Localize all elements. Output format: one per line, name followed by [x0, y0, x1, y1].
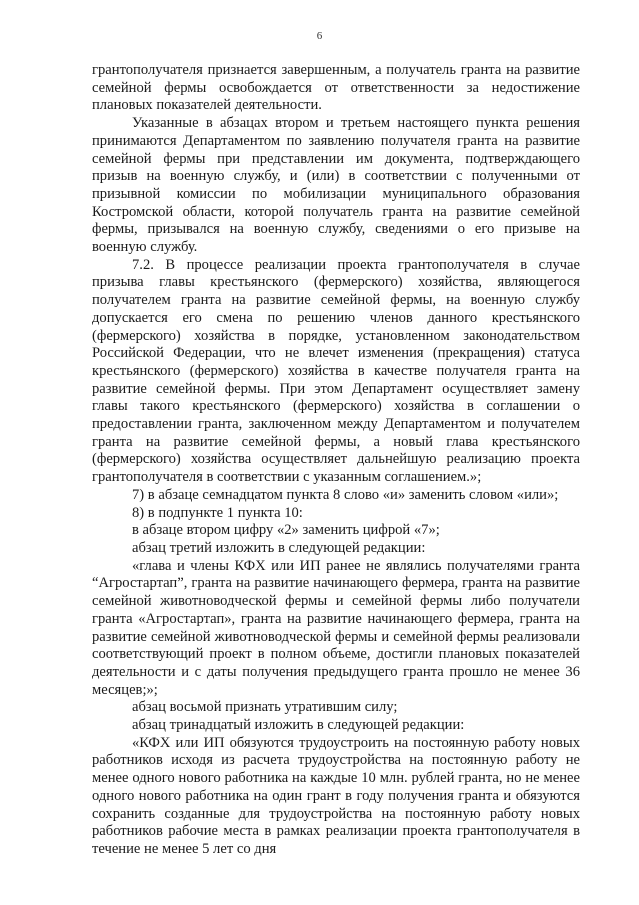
paragraph-thirteenth-abzac-text: «КФХ или ИП обязуются трудоустроить на постоянную работу новых работников исходя из расчета трудоустройства на постоянную работу не менее одного нового работника на каждые 10 млн. рублей гранта, но не менее одного нового работника на один грант в году получения гранта и обязуются сохранить созданные для трудоустройства на постоянную работу новых работников рабочие места в рамках реализации проекта грантополучателя в течение не менее 5 лет со дня — [92, 734, 580, 857]
paragraph-item-8: 8) в подпункте 1 пункта 10: — [132, 504, 303, 521]
paragraph-second-abzac: в абзаце втором цифру «2» заменить цифрой «7»; — [132, 522, 440, 539]
paragraph-decision-basis: Указанные в абзацах втором и третьем настоящего пункта решения принимаются Департаментом по заявлению получателя гранта на развитие семейной фермы при представлении им документа, подтверждающего призыв на военную службу, и (или) в соответствии с полученными от призывной комиссии по мобилизации муниципального образования Костромской области, которой получатель гранта на развитие семейной фермы, призывался на военную службу, сведениями о его призыве на военную службу. — [92, 115, 580, 256]
paragraph-item-7: 7) в абзаце семнадцатом пункта 8 слово «и» заменить словом «или»; — [132, 486, 559, 503]
paragraph-continuation: грантополучателя признается завершенным, а получатель гранта на развитие семейной фермы освобождается от ответственности за недостижение плановых показателей деятельности. — [92, 62, 580, 114]
paragraph-thirteenth-abzac-intro: абзац тринадцатый изложить в следующей редакции: — [132, 717, 465, 734]
paragraph-third-abzac-intro: абзац третий изложить в следующей редакции: — [132, 539, 426, 556]
page-number: 6 — [316, 30, 323, 42]
paragraph-eighth-abzac: абзац восьмой признать утратившим силу; — [132, 699, 398, 716]
document-body — [92, 62, 580, 859]
paragraph-third-abzac-text: «глава и члены КФХ или ИП ранее не являлись получателями гранта “Агростартап”, гранта на развитие начинающего фермера, гранта на развитие семейной животноводческой фермы и семейной фермы либо получатели гранта «Агростартап», гранта на развитие начинающего фермера, гранта на развитие семейной животноводческой фермы и семейной фермы реализовали соответствующий проект в полном объеме, достигли плановых показателей деятельности и с даты получения предыдущего гранта прошло не менее 36 месяцев;»; — [92, 557, 580, 698]
paragraph-item-7-2: 7.2. В процессе реализации проекта грантополучателя в случае призыва главы крестьянского (фермерского) хозяйства, являющегося получателем гранта на развитие семейной фермы, на военную службу допускается его смена по решению членов данного крестьянского (фермерского) хозяйства в порядке, установленном законодательством Российской Федерации, что не влечет изменения (прекращения) статуса крестьянского (фермерского) хозяйства в качестве получателя гранта на развитие семейной фермы. При этом Департамент осуществляет замену главы такого крестьянского (фермерского) хозяйства в соглашении о предоставлении гранта, заключенном между Департаментом и получателем гранта на развитие семейной фермы, а новый глава крестьянского (фермерского) хозяйства осуществляет дальнейшую реализацию проекта грантополучателя в соответствии с указанным соглашением.»; — [92, 256, 580, 486]
